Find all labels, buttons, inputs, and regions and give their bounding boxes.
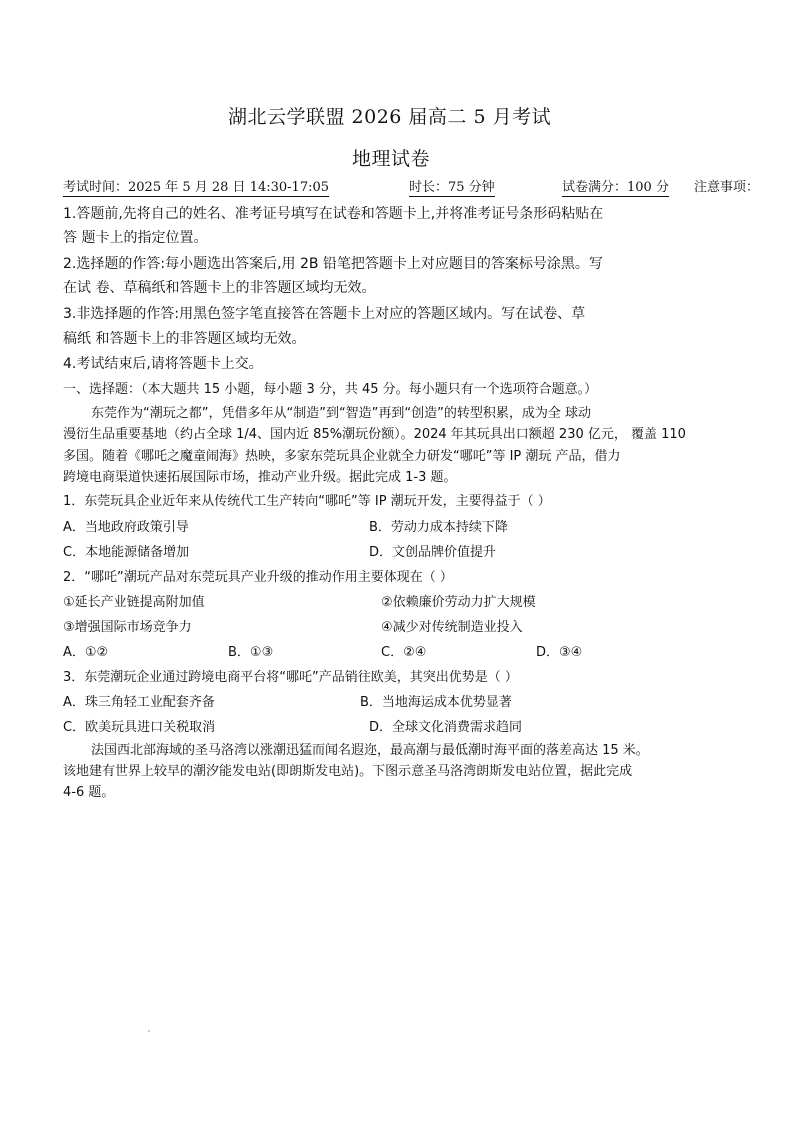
passage-line: 该地建有世界上较早的潮汐能发电站(即朗斯发电站)。下图示意圣马洛湾朗斯发电站位置，据此完成 bbox=[63, 764, 633, 779]
section-heading: 一、选择题：（本大题共 15 小题，每小题 3 分，共 45 分。每小题只有一个选项符合题意。） bbox=[63, 382, 598, 397]
page-subtitle: 地理试卷 bbox=[352, 148, 431, 170]
question-3-option-a: A．珠三角轻工业配套齐备 bbox=[63, 695, 215, 710]
question-2-item-4: ④减少对传统制造业投入 bbox=[381, 620, 523, 635]
passage-line: 多国。随着《哪吒之魔童闹海》热映，多家东莞玩具企业就全力研发“哪吒”等 IP 潮玩 产品，借力 bbox=[63, 449, 621, 464]
exam-score: 试卷满分：100 分 bbox=[562, 176, 669, 197]
passage-line: 法国西北部海域的圣马洛湾以涨潮迅猛而闻名遐迩，最高潮与最低潮时海平面的落差高达 15 米。 bbox=[91, 743, 649, 758]
question-3-option-c: C．欧美玩具进口关税取消 bbox=[63, 720, 216, 735]
exam-duration: 时长：75 分钟 bbox=[409, 176, 495, 197]
question-2-item-3: ③增强国际市场竞争力 bbox=[63, 620, 192, 635]
question-2-option-d: D．③④ bbox=[536, 645, 583, 660]
instruction-line: 稿纸 和答题卡上的非答题区域均无效。 bbox=[63, 331, 306, 347]
instruction-line: 在试 卷、草稿纸和答题卡上的非答题区域均无效。 bbox=[63, 280, 376, 296]
question-2-option-a: A．①② bbox=[63, 645, 109, 660]
page-title: 湖北云学联盟 2026 届高二 5 月考试 bbox=[228, 106, 552, 128]
instruction-line: 3.非选择题的作答:用黑色签字笔直接答在答题卡上对应的答题区域内。写在试卷、草 bbox=[63, 306, 586, 322]
question-1-option-b: B．劳动力成本持续下降 bbox=[369, 520, 508, 535]
question-2-item-2: ②依赖廉价劳动力扩大规模 bbox=[381, 595, 536, 610]
passage-line: 漫衍生品重要基地（约占全球 1/4、国内近 85%潮玩份额）。2024 年其玩具出口额超 230 亿元， 覆盖 110 bbox=[63, 427, 686, 442]
question-2-item-1: ①延长产业链提高附加值 bbox=[63, 595, 205, 610]
instruction-line: 答 题卡上的指定位置。 bbox=[63, 230, 208, 246]
notes-label: 注意事项： bbox=[694, 180, 760, 195]
question-1-option-c: C．本地能源储备增加 bbox=[63, 545, 190, 560]
question-1-option-a: A．当地政府政策引导 bbox=[63, 520, 189, 535]
instruction-line: 2.选择题的作答:每小题选出答案后,用 2B 铅笔把答题卡上对应题目的答案标号涂黑。写 bbox=[63, 256, 603, 272]
question-2-option-c: C．②④ bbox=[381, 645, 427, 660]
question-3-option-d: D．全球文化消费需求趋同 bbox=[369, 720, 523, 735]
question-2-option-b: B．①③ bbox=[228, 645, 274, 660]
question-3-stem: 3．东莞潮玩企业通过跨境电商平台将“哪吒”产品销往欧美，其突出优势是（ ） bbox=[63, 670, 518, 685]
exam-time: 考试时间：2025 年 5 月 28 日 14:30-17:05 bbox=[63, 176, 329, 197]
instruction-line: 4.考试结束后,请将答题卡上交。 bbox=[63, 356, 263, 372]
scan-speck bbox=[148, 1030, 150, 1032]
question-1-option-d: D．文创品牌价值提升 bbox=[369, 545, 497, 560]
question-1-stem: 1．东莞玩具企业近年来从传统代工生产转向“哪吒”等 IP 潮玩开发，主要得益于（ ） bbox=[63, 494, 551, 509]
instruction-line: 1.答题前,先将自己的姓名、准考证号填写在试卷和答题卡上,并将准考证号条形码粘贴在 bbox=[63, 206, 604, 222]
question-2-stem: 2．“哪吒”潮玩产品对东莞玩具产业升级的推动作用主要体现在（ ） bbox=[63, 570, 453, 585]
passage-line: 4-6 题。 bbox=[63, 785, 115, 800]
passage-line: 跨境电商渠道快速拓展国际市场，推动产业升级。据此完成 1-3 题。 bbox=[63, 470, 457, 485]
question-3-option-b: B．当地海运成本优势显著 bbox=[360, 695, 512, 710]
passage-line: 东莞作为“潮玩之都”，凭借多年从“制造”到“智造”再到“创造”的转型积累，成为全 球动 bbox=[91, 406, 592, 421]
